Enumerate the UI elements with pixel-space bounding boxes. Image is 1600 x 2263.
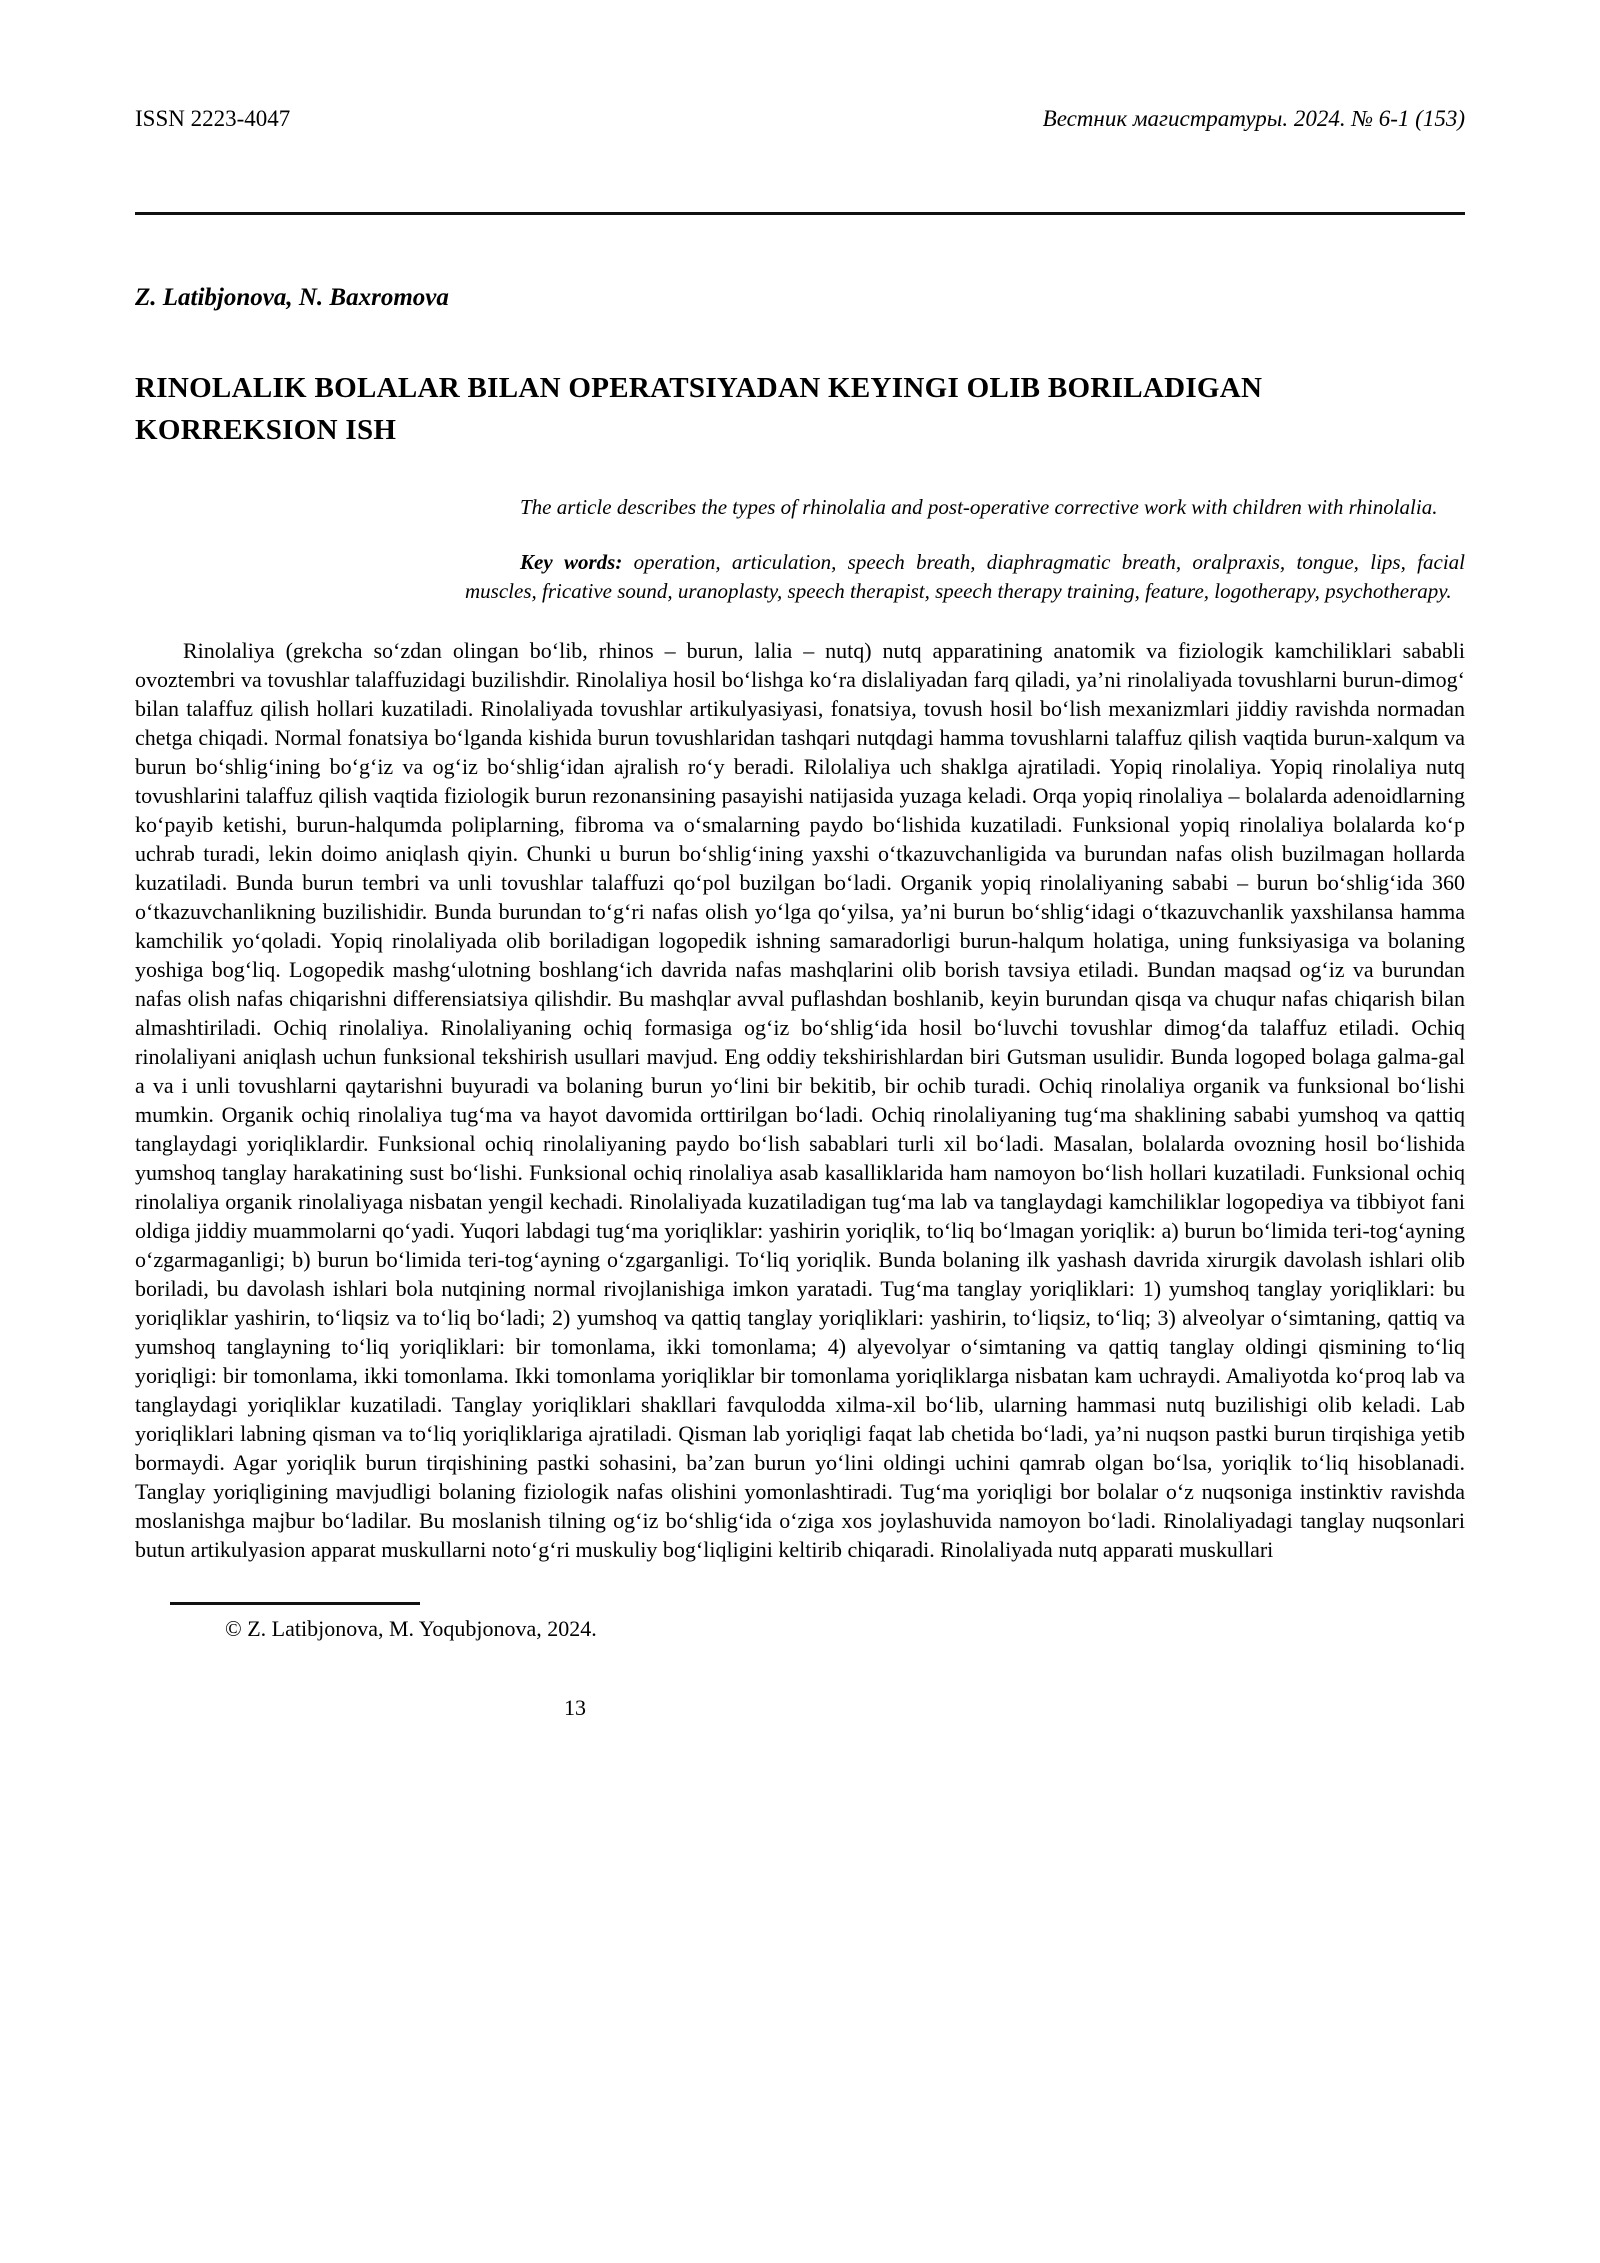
keywords-paragraph bbox=[465, 548, 1465, 606]
footnote-rule bbox=[170, 1602, 420, 1605]
keywords-text: operation, articulation, speech breath, diaphragmatic breath, oralpraxis, tongue, lips, facial muscles, fricative sound, uranoplasty, speech therapist, speech therapy training, feature, logotherapy, psychotherapy. bbox=[465, 550, 1465, 603]
body-paragraph: Rinolaliya (grekcha soʻzdan olingan boʻlib, rhinos – burun, lalia – nutq) nutq apparatining anatomik va fiziologik kamchiliklari sababli ovoztembri va tovushlar talaffuzidagi buzilishdir. Rinolaliya hosil boʻlishga koʻra dislaliyadan farq qiladi, ya’ni rinolaliyada tovushlarni burun-dimogʻ bilan talaffuz qilish hollari kuzatiladi. Rinolaliyada tovushlar artikulyasiyasi, fonatsiya, tovush hosil boʻlish mexanizmlari jiddiy ravishda normadan chetga chiqadi. Normal fonatsiya boʻlganda kishida burun tovushlaridan tashqari nutqdagi hamma tovushlarni talaffuz qilish vaqtida burun-xalqum va burun boʻshligʻining boʻgʻiz va ogʻiz boʻshligʻidan ajralish roʻy beradi. Rilolaliya uch shaklga ajratiladi. Yopiq rinolaliya. Yopiq rinolaliya nutq tovushlarini talaffuz qilish vaqtida fiziologik burun rezonansining pasayishi natijasida yuzaga keladi. Orqa yopiq rinolaliya – bolalarda adenoidlarning koʻpayib ketishi, burun-halqumda poliplarning, fibroma va oʻsmalarning paydo boʻlishida kuzatiladi. Funksional yopiq rinolaliya bolalarda koʻp uchrab turadi, lekin doimo aniqlash qiyin. Chunki u burun boʻshligʻining yaxshi oʻtkazuvchanligida va burundan nafas olish buzilmagan hollarda kuzatiladi. Bunda burun tembri va unli tovushlar talaffuzi qoʻpol buzilgan boʻladi. Organik yopiq rinolaliyaning sababi – burun boʻshligʻida 360 oʻtkazuvchanlikning buzilishidir. Bunda burundan toʻgʻri nafas olish yoʻlga qoʻyilsa, ya’ni burun boʻshligʻidagi oʻtkazuvchanlik yaxshilansa hamma kamchilik yoʻqoladi. Yopiq rinolaliyada olib boriladigan logopedik ishning samaradorligi burun-halqum holatiga, uning funksiyasiga va bolaning yoshiga bogʻliq. Logopedik mashgʻulotning boshlangʻich davrida nafas mashqlarini olib borish tavsiya etiladi. Bundan maqsad ogʻiz va burundan nafas olish nafas chiqarishni differensiatsiya qilishdir. Bu mashqlar avval puflashdan boshlanib, keyin burundan qisqa va chuqur nafas chiqarish bilan almashtiriladi. Ochiq rinolaliya. Rinolaliyaning ochiq formasiga ogʻiz boʻshligʻida hosil boʻluvchi tovushlar dimogʻda talaffuz etiladi. Ochiq rinolaliyani aniqlash uchun funksional tekshirish usullari mavjud. Eng oddiy tekshirishlardan biri Gutsman usulidir. Bunda logoped bolaga galma-gal a va i unli tovushlarni qaytarishni buyuradi va bolaning burun yoʻlini bir bekitib, bir ochib turadi. Ochiq rinolaliya organik va funksional boʻlishi mumkin. Organik ochiq rinolaliya tugʻma va hayot davomida orttirilgan boʻladi. Ochiq rinolaliyaning tugʻma shaklining sababi yumshoq va qattiq tanglaydagi yoriqliklardir. Funksional ochiq rinolaliyaning paydo boʻlish sabablari turli xil boʻladi. Masalan, bolalarda ovozning hosil boʻlishida yumshoq tanglay harakatining sust boʻlishi. Funksional ochiq rinolaliya asab kasalliklarida ham namoyon boʻlish hollari kuzatiladi. Funksional ochiq rinolaliya organik rinolaliyaga nisbatan yengil kechadi. Rinolaliyada kuzatiladigan tugʻma lab va tanglaydagi kamchiliklar logopediya va tibbiyot fani oldiga jiddiy muammolarni qoʻyadi. Yuqori labdagi tugʻma yoriqliklar: yashirin yoriqlik, toʻliq boʻlmagan yoriqlik: a) burun boʻlimida teri-togʻayning oʻzgarmaganligi; b) burun boʻlimida teri-togʻayning oʻzgarganligi. Toʻliq yoriqlik. Bunda bolaning ilk yashash davrida xirurgik davolash ishlari olib boriladi, bu davolash ishlari bola nutqining normal rivojlanishiga imkon yaratadi. Tugʻma tanglay yoriqliklari: 1) yumshoq tanglay yoriqliklari: bu yoriqliklar yashirin, toʻliqsiz va toʻliq boʻladi; 2) yumshoq va qattiq tanglay yoriqliklari: yashirin, toʻliqsiz, toʻliq; 3) alveolyar oʻsimtaning, qattiq va yumshoq tanglayning toʻliq yoriqliklari: bir tomonlama, ikki tomonlama; 4) alyevolyar oʻsimtaning va qattiq tanglay oldingi qismining toʻliq yoriqligi: bir tomonlama, ikki tomonlama. Ikki tomonlama yoriqliklar bir tomonlama yoriqliklarga nisbatan kam uchraydi. Amaliyotda koʻproq lab va tanglaydagi yoriqliklar kuzatiladi. Tanglay yoriqliklari shakllari favqulodda xilma-xil boʻlib, ularning hammasi nutq buzilishigi olib keladi. Lab yoriqliklari labning qisman va toʻliq yoriqliklariga ajratiladi. Qisman lab yoriqligi faqat lab chetida boʻladi, ya’ni nuqson pastki burun tirqishiga yetib bormaydi. Agar yoriqlik burun tirqishining pastki sohasini, ba’zan burun yoʻlini oldingi uchini qamrab olgan boʻlsa, yoriqlik toʻliq hisoblanadi. Tanglay yoriqligining mavjudligi bolaning fiziologik nafas olishini yomonlashtiradi. Tugʻma yoriqligi bor bolalar oʻz nuqsoniga instinktiv ravishda moslanishga majbur boʻladilar. Bu moslanish tilning ogʻiz boʻshligʻida oʻziga xos joylashuvida namoyon boʻladi. Rinolaliyadagi tanglay nuqsonlari butun artikulyasion apparat muskullarni notoʻgʻri muskuliy bogʻliqligini keltirib chiqaradi. Rinolaliyada nutq apparati muskullari bbox=[135, 638, 1465, 1562]
footnote-area bbox=[135, 1602, 1465, 1643]
copyright-note: © Z. Latibjonova, M. Yoqubjonova, 2024. bbox=[225, 1616, 597, 1641]
authors-line: Z. Latibjonova, N. Baxromova bbox=[135, 284, 449, 311]
page-header bbox=[135, 105, 1465, 132]
journal-title: Вестник магистратуры. 2024. № 6-1 (153) bbox=[1042, 106, 1465, 131]
keywords-label: Key words: bbox=[520, 550, 623, 574]
header-rule bbox=[135, 212, 1465, 215]
abstract-paragraph: The article describes the types of rhinolalia and post-operative corrective work with children with rhinolalia. bbox=[520, 495, 1438, 519]
article-title: RINOLALIK BOLALAR BILAN OPERATSIYADAN KEYINGI OLIB BORILADIGAN KORREKSION ISH bbox=[135, 372, 1263, 446]
page-number: 13 bbox=[564, 1695, 586, 1720]
issn-label: ISSN 2223-4047 bbox=[135, 106, 291, 131]
